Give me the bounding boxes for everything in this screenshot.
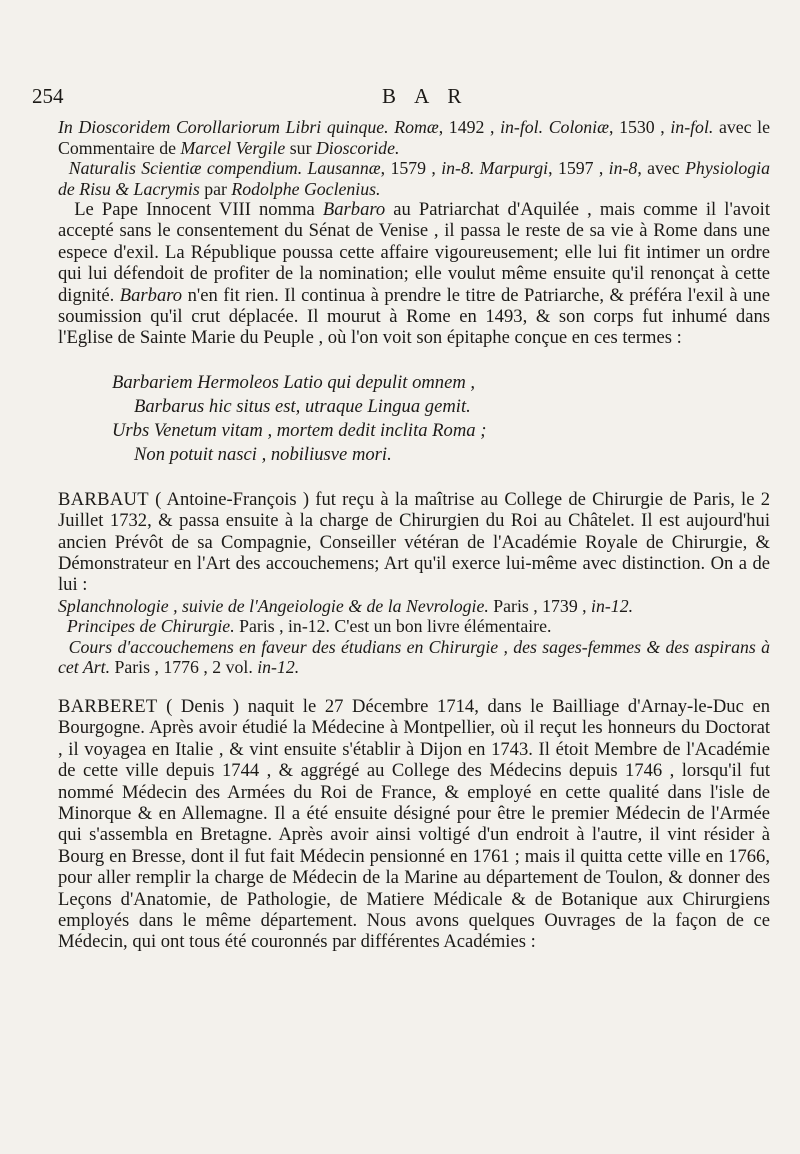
entry-barberet: BARBERET ( Denis ) naquit le 27 Décembre 1714, dans le Bailliage d'Arnay-le-Duc en Bourgogne. Après avoir étudié la Médecine à Montpellier, où il reçut les honneurs du Doctorat , il voyagea en Italie , & vint ensuite s'établir à Dijon en 1743. Il étoit Membre de l'Académie de cette ville depuis 1744 , & aggrégé au College des Médecins depuis 1746 , lorsqu'il fut nommé Médecin des Armées du Roi de France, & employé en cette qualité dans l'isle de Minorque & en Allemagne. Il a été ensuite désigné pour être le premier Médecin de l'Armée qui s'assembla en Bretagne. Après avoir ainsi voltigé d'un endroit à l'autre, il vint résider à Bourg en Bresse, dont il fut fait Médecin pensionné en 1761 ; mais il quitta cette ville en 1766, pour aller remplir la charge de Médecin de la Marine au département de Toulon, & donner des Leçons d'Anatomie, de Pathologie, de Matiere Médicale & de Botanique aux Chirurgiens employés dans le même département. Nous avons quelques Ouvrages de la façon de ce Médecin, qui ont tous été couronnés par différentes Académies : [58,695,770,953]
work-entry-principes: Principes de Chirurgie. Paris , in-12. C'est un bon livre élémentaire. [66,616,552,637]
verse-line: Barbarus hic situs est, utraque Lingua gemit. [134,395,471,417]
paragraph-barbaro: Le Pape Innocent VIII nomma Barbaro au Patriarchat d'Aquilée , mais comme il l'avoit accepté sans le consentement du Sénat de Venise , il passa le reste de sa vie à Rome dans une espece d'exil. La République poussa cette affaire vigoureusement; elle lui fit intimer un ordre qui lui défendoit de profiter de la nomination; elle voulut même ensuite qu'il renonçat à cette dignité. Barbaro n'en fit rien. Il continua à prendre le titre de Patriarche, & préféra l'exil à une soumission qu'il crut déplacée. Il mourut à Rome en 1493, & son corps fut inhumé dans l'Eglise de Sainte Marie du Peuple , où l'on voit son épitaphe conçue en ces termes : [58,199,771,349]
work-entry-dioscoridem: In Dioscoridem Corollariorum Libri quinque. Romæ, 1492 , in-fol. Coloniæ, 1530 , in-fol. avec le Commentaire de Marcel Vergile sur Dioscoride. [58,117,771,158]
entry-barbaut: BARBAUT ( Antoine-François ) fut reçu à la maîtrise au College de Chirurgie de Paris, le 2 Juillet 1732, & passa ensuite à la charge de Chirurgien du Roi au Châtelet. Il est aujourd'hui ancien Prévôt de sa Compagnie, Conseiller vétéran de l'Académie Royale de Chirurgie, & Démonstrateur en l'Art des accouchemens; Art qu'il exerce lui-même avec distinction. On a de lui : [58,488,770,596]
work-entry-naturalis: Naturalis Scientiæ compendium. Lausannæ, 1579 , in-8. Marpurgi, 1597 , in-8, avec Physiologia de Risu & Lacrymis par Rodolphe Goclenius. [58,158,771,199]
work-entry-cours: Cours d'accouchemens en faveur des étudians en Chirurgie , des sages-femmes & des aspirans à cet Art. Paris , 1776 , 2 vol. in-12. [58,636,770,678]
page-header [32,84,768,114]
page-body [58,117,770,953]
page-number: 254 [32,84,64,108]
verse-line: Non potuit nasci , nobiliusve mori. [134,443,392,465]
verse-line: Barbariem Hermoleos Latio qui depulit omnem , [112,371,476,393]
spacer [58,678,770,696]
entry-name: BARBERET [58,695,158,717]
running-head: B A R [382,84,469,108]
verse-line: Urbs Venetum vitam , mortem dedit inclita Roma ; [112,419,487,441]
entry-name: BARBAUT [58,488,149,510]
work-entry-splanchnologie: Splanchnologie , suivie de l'Angeiologie & de la Nevrologie. Paris , 1739 , in-12. [58,595,634,616]
epitaph-verse [112,371,770,467]
